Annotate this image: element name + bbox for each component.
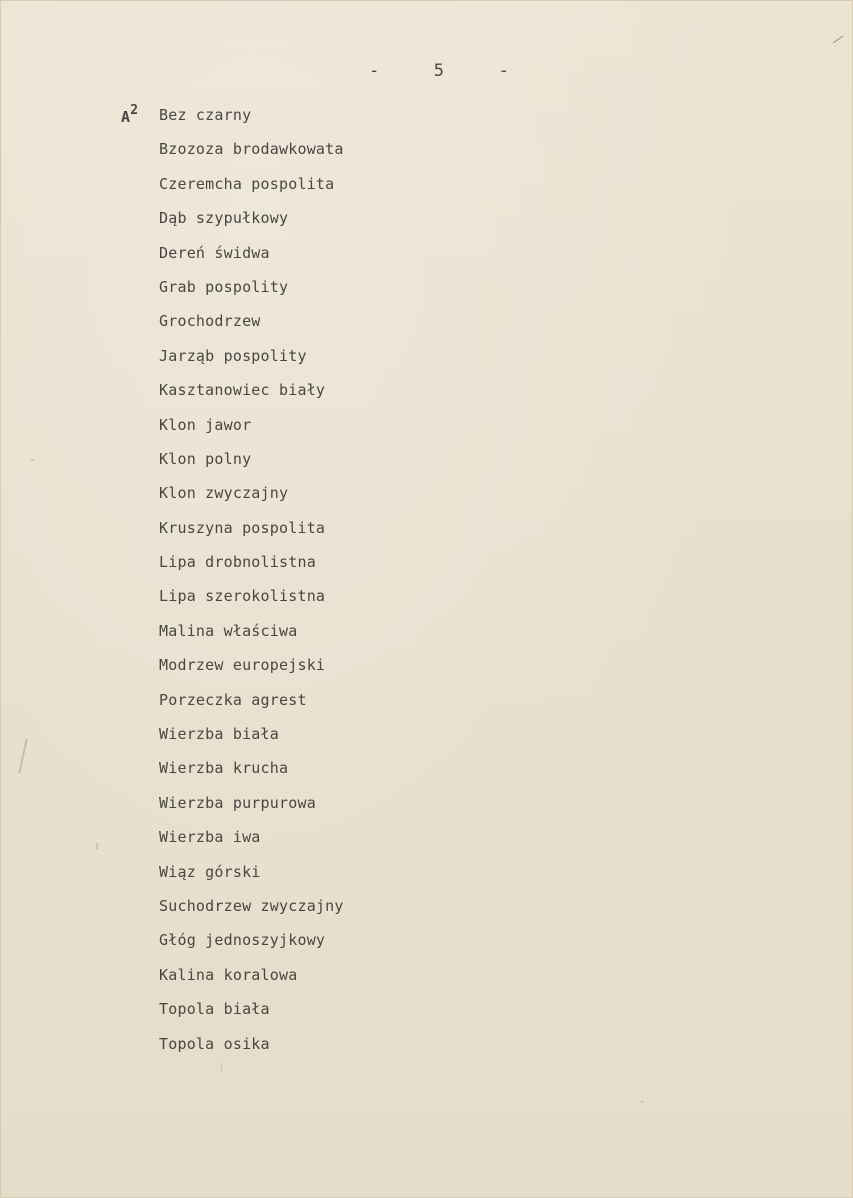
list-item: Kalina koralowa [159, 965, 298, 984]
list-item: Jarząb pospolity [159, 346, 307, 365]
list-item: Lipa drobnolistna [159, 553, 316, 572]
list-item: Lipa szerokolistna [159, 587, 326, 606]
paper-speck [31, 459, 34, 461]
page-number-header [369, 61, 509, 81]
list-item: Czeremcha pospolita [159, 174, 335, 193]
list-item: Grab pospolity [159, 277, 289, 296]
list-item: Grochodrzew [159, 312, 261, 331]
section-letter: A [121, 108, 131, 126]
section-superscript: 2 [130, 103, 139, 118]
list-item: Klon polny [159, 449, 252, 468]
list-item: Kasztanowiec biały [159, 381, 326, 400]
list-item: Topola osika [159, 1034, 270, 1053]
list-item: Wiąz górski [159, 862, 261, 881]
list-item: Malina właściwa [159, 621, 298, 640]
list-item: Porzeczka agrest [159, 690, 307, 709]
paper-corner-mark [833, 36, 843, 44]
list-item: Klon jawor [159, 415, 252, 434]
list-item: Kruszyna pospolita [159, 518, 326, 537]
list-item: Modrzew europejski [159, 656, 326, 675]
list-item: Wierzba purpurowa [159, 793, 316, 812]
list-item: Dąb szypułkowy [159, 209, 289, 228]
list-item: Głóg jednoszyjkowy [159, 931, 326, 950]
species-list [159, 105, 344, 1068]
page-number-dash-left: - [369, 61, 380, 81]
list-item: Topola biała [159, 1000, 270, 1019]
list-item: Dereń świdwa [159, 243, 270, 262]
list-item: Bez czarny [159, 106, 252, 124]
list-item: Wierzba biała [159, 725, 279, 744]
list-item: Wierzba iwa [159, 828, 261, 847]
list-item: Bzozoza brodawkowata [159, 140, 344, 159]
section-label [121, 105, 138, 126]
list-item: Suchodrzew zwyczajny [159, 896, 344, 915]
page-number-dash-right: - [498, 61, 509, 81]
paper-speck [221, 1063, 222, 1071]
list-item: Klon zwyczajny [159, 484, 289, 503]
paper-speck [96, 843, 98, 849]
list-item: Wierzba krucha [159, 759, 289, 778]
page-number: 5 [433, 61, 445, 81]
paper-fold-mark [18, 738, 27, 774]
paper-speck [641, 1101, 643, 1103]
